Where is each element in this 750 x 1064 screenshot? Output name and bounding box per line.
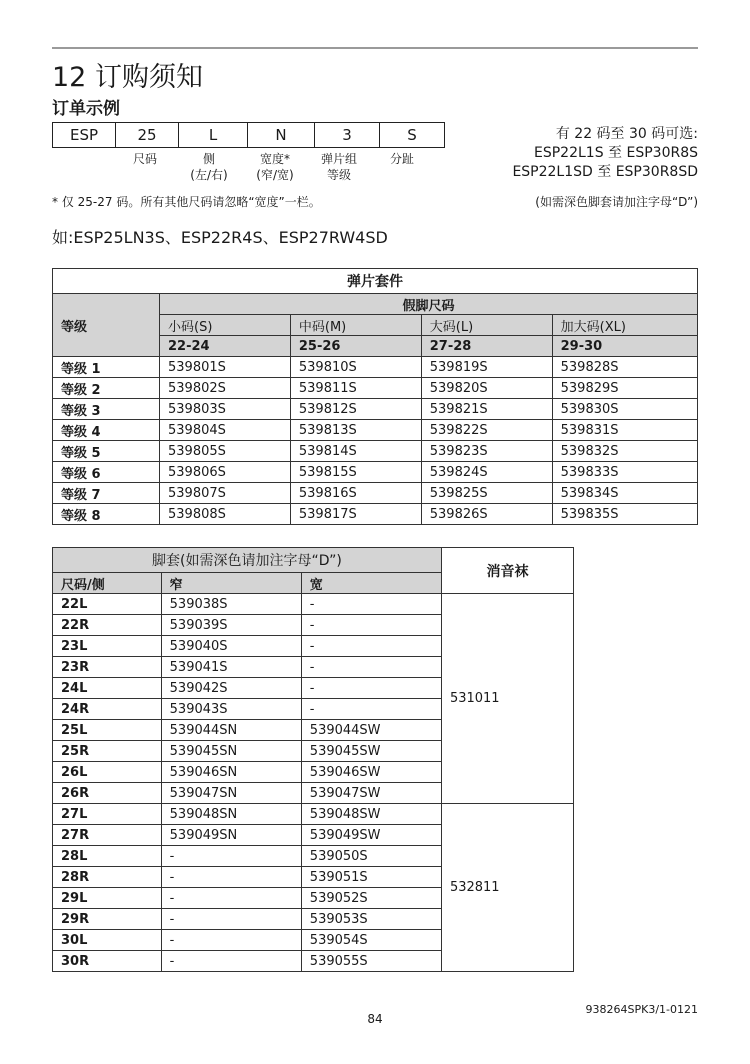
narrow-cell: - (161, 867, 301, 888)
part-number-cell: 539831S (552, 420, 697, 441)
part-number-cell: 539829S (552, 378, 697, 399)
part-number-cell: 539821S (421, 399, 552, 420)
wide-cell: 539045SW (301, 741, 441, 762)
size-range-xl: 29-30 (552, 336, 697, 357)
part-number-cell: 539808S (160, 504, 291, 525)
grade-cell: 等级 1 (53, 357, 160, 378)
narrow-cell: 539040S (161, 636, 301, 657)
grade-cell: 等级 4 (53, 420, 160, 441)
order-code-boxes (52, 122, 445, 148)
wide-cell: - (301, 657, 441, 678)
narrow-cell: 539043S (161, 699, 301, 720)
size-side-cell: 28R (53, 867, 162, 888)
narrow-cell: 539039S (161, 615, 301, 636)
wide-cell: - (301, 594, 441, 615)
size-side-cell: 24L (53, 678, 162, 699)
narrow-cell: - (161, 846, 301, 867)
wide-cell: 539048SW (301, 804, 441, 825)
narrow-cell: 539041S (161, 657, 301, 678)
part-number-cell: 539824S (421, 462, 552, 483)
sock-header: 消音袜 (441, 548, 573, 594)
note-line-1: 有 22 码至 30 码可选: (555, 126, 698, 142)
wide-cell: 539050S (301, 846, 441, 867)
size-side-cell: 23R (53, 657, 162, 678)
part-number-cell: 539805S (160, 441, 291, 462)
grade-cell: 等级 5 (53, 441, 160, 462)
wide-cell: 539051S (301, 867, 441, 888)
spring-kit-table (52, 268, 698, 525)
spring-row (53, 399, 698, 420)
col-wide: 宽 (301, 573, 441, 594)
size-side-cell: 22L (53, 594, 162, 615)
grade-cell: 等级 7 (53, 483, 160, 504)
spring-row (53, 441, 698, 462)
spring-row (53, 357, 698, 378)
part-number-cell: 539811S (290, 378, 421, 399)
size-col-l: 大码(L) (421, 315, 552, 336)
col-narrow: 窄 (161, 573, 301, 594)
size-range-l: 27-28 (421, 336, 552, 357)
size-side-cell: 25R (53, 741, 162, 762)
size-col-s: 小码(S) (160, 315, 291, 336)
code-box-size: 25 (115, 122, 179, 148)
wide-cell: 539052S (301, 888, 441, 909)
wide-cell: - (301, 615, 441, 636)
grade-cell: 等级 3 (53, 399, 160, 420)
wide-cell: - (301, 678, 441, 699)
size-side-cell: 27R (53, 825, 162, 846)
part-number-cell: 539801S (160, 357, 291, 378)
size-side-cell: 26L (53, 762, 162, 783)
size-side-cell: 28L (53, 846, 162, 867)
narrow-cell: 539044SN (161, 720, 301, 741)
cover-row (53, 594, 574, 615)
code-box-prefix: ESP (52, 122, 116, 148)
wide-cell: 539047SW (301, 783, 441, 804)
code-label-side: 侧 (左/右) (190, 152, 228, 182)
code-box-grade: 3 (314, 122, 380, 148)
grade-cell: 等级 8 (53, 504, 160, 525)
wide-cell: 539044SW (301, 720, 441, 741)
code-label-grade: 弹片组 等级 (320, 152, 357, 182)
narrow-cell: 539045SN (161, 741, 301, 762)
dark-cover-note: (如需深色脚套请加注字母“D”) (535, 195, 698, 209)
part-number-cell: 539817S (290, 504, 421, 525)
part-number-cell: 539803S (160, 399, 291, 420)
code-box-width: N (247, 122, 315, 148)
code-box-split: S (379, 122, 445, 148)
spring-table-title: 弹片套件 (53, 269, 698, 294)
foot-size-header: 假脚尺码 (160, 294, 698, 315)
part-number-cell: 539815S (290, 462, 421, 483)
top-rule (52, 47, 698, 49)
wide-cell: - (301, 636, 441, 657)
document-id: 938264SPK3/1-0121 (585, 1003, 698, 1016)
wide-cell: 539046SW (301, 762, 441, 783)
part-number-cell: 539816S (290, 483, 421, 504)
spring-row (53, 420, 698, 441)
part-number-cell: 539834S (552, 483, 697, 504)
order-examples: 如:ESP25LN3S、ESP22R4S、ESP27RW4SD (52, 228, 388, 247)
code-label-size: 尺码 (132, 152, 157, 166)
part-number-cell: 539804S (160, 420, 291, 441)
size-range-note (512, 125, 698, 182)
order-example-heading: 订单示例 (52, 99, 120, 119)
narrow-cell: 539042S (161, 678, 301, 699)
size-side-cell: 22R (53, 615, 162, 636)
wide-cell: 539054S (301, 930, 441, 951)
narrow-cell: 539049SN (161, 825, 301, 846)
narrow-cell: 539048SN (161, 804, 301, 825)
size-col-m: 中码(M) (290, 315, 421, 336)
size-side-cell: 25L (53, 720, 162, 741)
part-number-cell: 539812S (290, 399, 421, 420)
size-side-cell: 23L (53, 636, 162, 657)
size-side-cell: 27L (53, 804, 162, 825)
narrow-cell: 539038S (161, 594, 301, 615)
size-side-cell: 24R (53, 699, 162, 720)
part-number-cell: 539828S (552, 357, 697, 378)
narrow-cell: 539047SN (161, 783, 301, 804)
size-side-cell: 29R (53, 909, 162, 930)
sock-part-number: 531011 (441, 594, 573, 804)
grade-cell: 等级 2 (53, 378, 160, 399)
section-title: 12 订购须知 (52, 62, 203, 93)
part-number-cell: 539825S (421, 483, 552, 504)
size-col-xl: 加大码(XL) (552, 315, 697, 336)
part-number-cell: 539819S (421, 357, 552, 378)
narrow-cell: - (161, 930, 301, 951)
narrow-cell: - (161, 909, 301, 930)
part-number-cell: 539830S (552, 399, 697, 420)
wide-cell: 539053S (301, 909, 441, 930)
part-number-cell: 539813S (290, 420, 421, 441)
code-label-width: 宽度* (窄/宽) (256, 152, 294, 182)
narrow-cell: 539046SN (161, 762, 301, 783)
spring-row (53, 378, 698, 399)
part-number-cell: 539833S (552, 462, 697, 483)
spring-row (53, 504, 698, 525)
part-number-cell: 539802S (160, 378, 291, 399)
cover-table-title: 脚套(如需深色请加注字母“D”) (53, 548, 442, 573)
size-side-cell: 29L (53, 888, 162, 909)
wide-cell: 539049SW (301, 825, 441, 846)
part-number-cell: 539832S (552, 441, 697, 462)
code-box-side: L (178, 122, 248, 148)
code-label-split: 分趾 (389, 152, 414, 166)
size-range-m: 25-26 (290, 336, 421, 357)
narrow-cell: - (161, 888, 301, 909)
size-side-cell: 30L (53, 930, 162, 951)
note-line-3: ESP22L1SD 至 ESP30R8SD (512, 164, 698, 180)
size-side-cell: 26R (53, 783, 162, 804)
foot-cover-table (52, 547, 574, 972)
part-number-cell: 539814S (290, 441, 421, 462)
wide-cell: - (301, 699, 441, 720)
wide-cell: 539055S (301, 951, 441, 972)
part-number-cell: 539810S (290, 357, 421, 378)
part-number-cell: 539807S (160, 483, 291, 504)
grade-cell: 等级 6 (53, 462, 160, 483)
part-number-cell: 539826S (421, 504, 552, 525)
cover-row (53, 804, 574, 825)
size-side-cell: 30R (53, 951, 162, 972)
part-number-cell: 539823S (421, 441, 552, 462)
width-footnote: * 仅 25-27 码。所有其他尺码请忽略“宽度”一栏。 (52, 195, 321, 209)
part-number-cell: 539806S (160, 462, 291, 483)
col-size-side: 尺码/侧 (53, 573, 162, 594)
spring-row (53, 462, 698, 483)
sock-part-number: 532811 (441, 804, 573, 972)
part-number-cell: 539820S (421, 378, 552, 399)
page-number: 84 (367, 1012, 383, 1026)
note-line-2: ESP22L1S 至 ESP30R8S (534, 145, 698, 161)
spring-row (53, 483, 698, 504)
narrow-cell: - (161, 951, 301, 972)
size-range-s: 22-24 (160, 336, 291, 357)
grade-header: 等级 (53, 294, 160, 357)
part-number-cell: 539835S (552, 504, 697, 525)
part-number-cell: 539822S (421, 420, 552, 441)
